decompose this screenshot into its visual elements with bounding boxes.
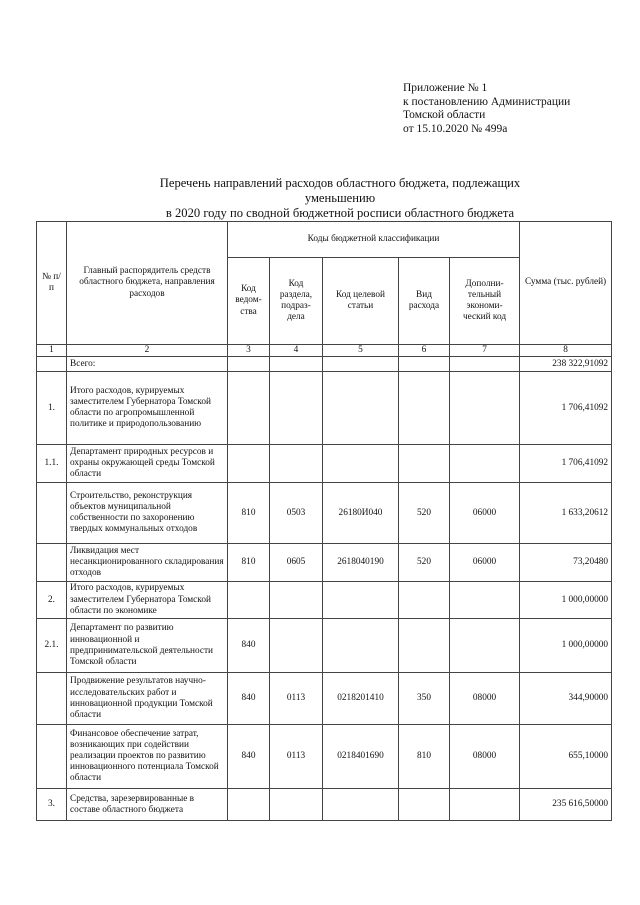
row-dept	[228, 372, 270, 445]
row-sum: 235 616,50000	[520, 789, 612, 821]
row-type: 520	[399, 544, 450, 582]
row-econ: 06000	[450, 544, 520, 582]
row-num: 3.	[37, 789, 67, 821]
row-name: Финансовое обеспечение затрат, возникающих при содействии реализации проектов по развитию инновационного потенциала Томской области	[67, 725, 228, 789]
row-name: Департамент природных ресурсов и охраны окружающей среды Томской области	[67, 445, 228, 483]
row-name: Итого расходов, курируемых заместителем Губернатора Томской области по агропромышленной политике и природопользованию	[67, 372, 228, 445]
row-target	[323, 619, 399, 673]
row-name: Всего:	[67, 357, 228, 372]
table-row	[37, 725, 612, 789]
row-section: 0605	[270, 544, 323, 582]
column-numbers-row	[37, 345, 612, 357]
table-row	[37, 483, 612, 544]
row-econ	[450, 372, 520, 445]
appendix-line-2: к постановлению Администрации	[403, 95, 571, 108]
table-row	[37, 673, 612, 725]
row-sum: 655,10000	[520, 725, 612, 789]
row-dept: 840	[228, 619, 270, 673]
row-num: 1.1.	[37, 445, 67, 483]
row-name: Департамент по развитию инновационной и предпринимательской деятельности Томской области	[67, 619, 228, 673]
document-title	[150, 176, 530, 221]
row-type	[399, 445, 450, 483]
table-row	[37, 357, 612, 372]
row-target: 0218401690	[323, 725, 399, 789]
row-econ: 08000	[450, 673, 520, 725]
table-row	[37, 582, 612, 619]
row-dept	[228, 445, 270, 483]
header-type: Вид расхода	[399, 258, 450, 345]
row-section: 0113	[270, 725, 323, 789]
table-row	[37, 619, 612, 673]
row-econ	[450, 582, 520, 619]
header-econ: Дополни-тельный экономи-ческий код	[450, 258, 520, 345]
row-target	[323, 372, 399, 445]
column-number: 7	[450, 345, 520, 357]
column-number: 1	[37, 345, 67, 357]
column-number: 2	[67, 345, 228, 357]
row-type: 350	[399, 673, 450, 725]
table-row	[37, 544, 612, 582]
appendix-line-1: Приложение № 1	[403, 82, 488, 94]
row-target: 0218201410	[323, 673, 399, 725]
row-dept: 840	[228, 673, 270, 725]
row-target	[323, 445, 399, 483]
row-num	[37, 725, 67, 789]
header-section: Код раздела, подраз-дела	[270, 258, 323, 345]
row-sum: 344,90000	[520, 673, 612, 725]
row-sum: 1 706,41092	[520, 445, 612, 483]
header-num: № п/п	[37, 222, 67, 345]
row-name: Строительство, реконструкция объектов муниципальной собственности по захоронению твердых коммунальных отходов	[67, 483, 228, 544]
row-target	[323, 582, 399, 619]
row-section: 0503	[270, 483, 323, 544]
column-number: 6	[399, 345, 450, 357]
table-row	[37, 372, 612, 445]
row-sum: 1 000,00000	[520, 582, 612, 619]
row-econ: 06000	[450, 483, 520, 544]
row-type	[399, 789, 450, 821]
row-sum: 238 322,91092	[520, 357, 612, 372]
header-dept: Код ведом-ства	[228, 258, 270, 345]
row-type	[399, 357, 450, 372]
row-dept: 810	[228, 544, 270, 582]
appendix-block	[403, 82, 633, 136]
row-num	[37, 357, 67, 372]
row-section	[270, 789, 323, 821]
row-sum: 73,20480	[520, 544, 612, 582]
row-num: 1.	[37, 372, 67, 445]
column-number: 8	[520, 345, 612, 357]
table-row	[37, 789, 612, 821]
row-dept: 810	[228, 483, 270, 544]
row-dept	[228, 357, 270, 372]
header-sum: Сумма (тыс. рублей)	[520, 222, 612, 345]
appendix-line-4: от 15.10.2020 № 499а	[403, 122, 508, 135]
row-sum: 1 706,41092	[520, 372, 612, 445]
row-section	[270, 619, 323, 673]
row-section	[270, 582, 323, 619]
row-num: 2.1.	[37, 619, 67, 673]
header-distributor: Главный распорядитель средств областного бюджета, направления расходов	[67, 222, 228, 345]
row-num	[37, 544, 67, 582]
row-type: 520	[399, 483, 450, 544]
row-name: Средства, зарезервированные в составе областного бюджета	[67, 789, 228, 821]
column-number: 3	[228, 345, 270, 357]
row-sum: 1 633,20612	[520, 483, 612, 544]
row-target	[323, 789, 399, 821]
column-number: 5	[323, 345, 399, 357]
column-number: 4	[270, 345, 323, 357]
title-line-2: в 2020 году по сводной бюджетной росписи областного бюджета	[165, 206, 515, 220]
row-name: Ликвидация мест несанкционированного складирования отходов	[67, 544, 228, 582]
row-dept	[228, 582, 270, 619]
row-econ	[450, 445, 520, 483]
row-section	[270, 445, 323, 483]
row-num	[37, 483, 67, 544]
row-econ	[450, 789, 520, 821]
row-sum: 1 000,00000	[520, 619, 612, 673]
budget-table	[36, 221, 612, 821]
row-section	[270, 372, 323, 445]
appendix-line-3: Томской области	[403, 109, 486, 122]
row-name: Продвижение результатов научно-исследовательских работ и инновационной продукции Томской области	[67, 673, 228, 725]
row-dept	[228, 789, 270, 821]
row-dept: 840	[228, 725, 270, 789]
row-target	[323, 357, 399, 372]
row-name: Итого расходов, курируемых заместителем Губернатора Томской области по экономике	[67, 582, 228, 619]
row-type	[399, 619, 450, 673]
header-codes-group: Коды бюджетной классификации	[228, 222, 520, 258]
row-target: 26180И040	[323, 483, 399, 544]
header-target: Код целевой статьи	[323, 258, 399, 345]
row-econ: 08000	[450, 725, 520, 789]
table-row	[37, 445, 612, 483]
row-num	[37, 673, 67, 725]
row-section: 0113	[270, 673, 323, 725]
row-section	[270, 357, 323, 372]
title-line-1: Перечень направлений расходов областного бюджета, подлежащих уменьшению	[159, 176, 521, 205]
row-target: 2618040190	[323, 544, 399, 582]
row-num: 2.	[37, 582, 67, 619]
row-type	[399, 372, 450, 445]
row-type	[399, 582, 450, 619]
row-econ	[450, 619, 520, 673]
row-econ	[450, 357, 520, 372]
row-type: 810	[399, 725, 450, 789]
